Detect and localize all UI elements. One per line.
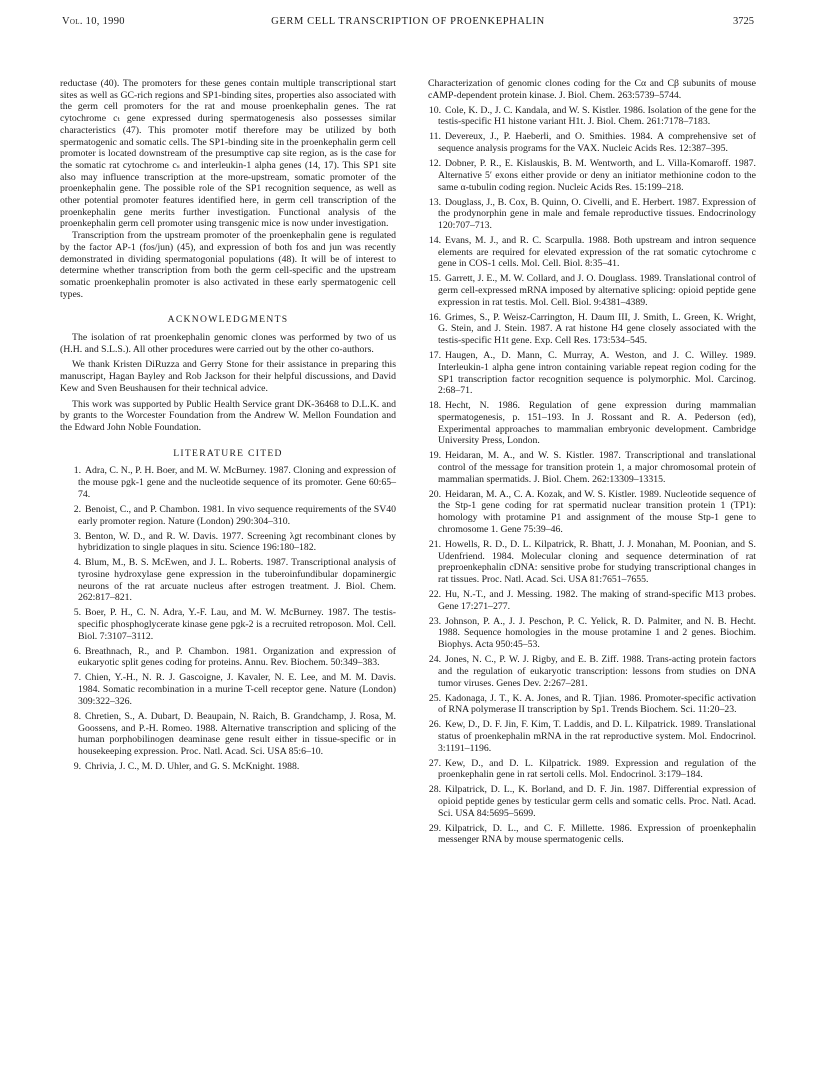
reference-item: 2. Benoist, C., and P. Chambon. 1981. In vivo sequence requirements of the SV40 early promoter region. Nature (London) 290:304–310. [73,503,396,527]
reference-item: 11. Devereux, J., P. Haeberli, and O. Smithies. 1984. A comprehensive set of sequence analysis programs for the VAX. Nucleic Acids Res. 12:387–395. [429,131,756,155]
reference-item: 23. Johnson, P. A., J. J. Peschon, P. C. Yelick, R. D. Palmiter, and N. B. Hecht. 1988. Sequence homologies in the mouse protamine 1 and 2 genes. Biochim. Biophys. Acta 950:45–53. [428,615,756,651]
volume-label: Vol. 10, 1990 [62,16,125,27]
reference-item: 16. Grimes, S., P. Weisz-Carrington, H. Daum III, J. Smith, L. Green, K. Wright, G. Stein, and J. Stein. 1987. A rat histone H4 gene closely associated with the testis-specific H1t gene. Exp. Cell Res. 173:534–545. [428,311,756,347]
reference-list [420,78,756,846]
reference-item: 13. Douglass, J., B. Cox, B. Quinn, O. Civelli, and E. Herbert. 1987. Expression of the prodynorphin gene in male and female reproductive tissues. Endocrinology 120:707–713. [428,196,756,231]
acknowledgment-paragraph: The isolation of rat proenkephalin genomic clones was performed by two of us (H.H. and S.L.S.). All other procedures were carried out by the other co-authors. [60,332,396,355]
reference-item: 17. Haugen, A., D. Mann, C. Murray, A. Weston, and J. C. Willey. 1989. Interleukin-1 alpha gene intron containing variable repeat region coding for the SP1 transcription factor recognition sequence is polymorphic. Mol. Carcinog. 2:68–71. [428,350,756,397]
discussion-paragraph: reductase (40). The promoters for these genes contain multiple transcriptional start sites as well as GC-rich regions and SP1-binding sites, properties also associated with the germ cell promoters for the rat and mouse proenkephalin genes. The rat cytochrome cₜ gene expressed during spermatogenesis also possesses similar characteristics (47). This promoter motif therefore may be utilized by both spermatogenic and somatic cells. The SP1-binding site in the proenkephalin germ cell promoter is located downstream of the presumptive cap site region, as is the case for the somatic rat cytochrome cₛ and interleukin-1 alpha genes (14, 17). This SP1 site also may influence transcription at the more-upstream, somatic promoter of the proenkephalin gene. The possible role of the SP1 recognition sequence, as well as other potential promoter features identified here, in germ cell transcription of the proenkephalin gene merits further investigation. Functional analysis of the proenkephalin germ cell promoter using transgenic mice is now under investigation. [60,78,396,230]
reference-item: 29. Kilpatrick, D. L., and C. F. Millette. 1986. Expression of proenkephalin messenger RNA by mouse spermatogenic cells. [428,822,756,846]
reference-item: 19. Heidaran, M. A., and W. S. Kistler. 1987. Transcriptional and translational control of the message for transition protein 1, a major chromosomal protein of mammalian spermatids. J. Biol. Chem. 262:13309–13315. [428,450,756,485]
acknowledgment-paragraph: We thank Kristen DiRuzza and Gerry Stone for their assistance in preparing this manuscript, Hagan Bayley and Rob Jackson for their helpful discussions, and David Kew and Sven Beushausen for their technical advice. [60,359,396,394]
reference-list [60,465,396,772]
right-column [420,78,756,849]
reference-item: 4. Blum, M., B. S. McEwen, and J. L. Roberts. 1987. Transcriptional analysis of tyrosine hydroxylase gene expression in the tuberoinfundibular dopaminergic neurons of the rat arcuate nucleus after estrogen treatment. J. Biol. Chem. 262:817–821. [73,557,396,604]
reference-item: 8. Chretien, S., A. Dubart, D. Beaupain, N. Raich, B. Grandchamp, J. Rosa, M. Goossens, and P.-H. Romeo. 1988. Alternative transcription and splicing of the human porphobilinogen deaminase gene result either in tissue-specific or in housekeeping expression. Proc. Natl. Acad. Sci. USA 85:6–10. [73,710,396,757]
reference-item: 1. Adra, C. N., P. H. Boer, and M. W. McBurney. 1987. Cloning and expression of the mouse pgk-1 gene and the nucleotide sequence of its promoter. Gene 60:65–74. [73,465,396,500]
acknowledgments-heading: ACKNOWLEDGMENTS [167,314,289,326]
running-header [62,16,754,32]
acknowledgment-paragraph: This work was supported by Public Health Service grant DK-36468 to D.L.K. and by grants to the Worcester Foundation from the Andrew W. Mellon Foundation and the Edward John Noble Foundation. [60,398,396,433]
reference-item: 25. Kadonaga, J. T., K. A. Jones, and R. Tjian. 1986. Promoter-specific activation of RNA polymerase II transcription by Sp1. Trends Biochem. Sci. 11:20–23. [428,692,756,716]
reference-item: 6. Breathnach, R., and P. Chambon. 1981. Organization and expression of eukaryotic split genes coding for proteins. Annu. Rev. Biochem. 50:349–383. [73,645,396,669]
discussion-paragraph: Transcription from the upstream promoter of the proenkephalin gene is regulated by the factor AP-1 (fos/jun) (45), and expression of both fos and jun was recently demonstrated in dividing spermatogonial populations (48). It will be of interest to determine whether transcription from both the germ cell-specific and the upstream somatic proenkephalin promoter is also activated in these early spermatogenic cell types. [60,230,396,300]
reference-item: 5. Boer, P. H., C. N. Adra, Y.-F. Lau, and M. W. McBurney. 1987. The testis-specific phosphoglycerate kinase gene pgk-2 is a recruited retroposon. Mol. Cell. Biol. 7:3107–3112. [73,607,396,642]
literature-cited-heading: LITERATURE CITED [173,447,283,459]
reference-item: 12. Dobner, P. R., E. Kislauskis, B. M. Wentworth, and L. Villa-Komaroff. 1987. Alternative 5′ exons either provide or deny an initiator methionine codon to the same α-tubulin coding region. Nucleic Acids Res. 15:199–218. [428,158,756,193]
reference-item: 26. Kew, D., D. F. Jin, F. Kim, T. Laddis, and D. L. Kilpatrick. 1989. Translational status of proenkephalin mRNA in the rat reproductive system. Mol. Endocrinol. 3:1191–1196. [428,719,756,754]
reference-item: 22. Hu, N.-T., and J. Messing. 1982. The making of strand-specific M13 probes. Gene 17:271–277. [428,588,756,612]
left-column [60,78,396,776]
reference-item: 7. Chien, Y.-H., N. R. J. Gascoigne, J. Kavaler, N. E. Lee, and M. M. Davis. 1984. Somatic recombination in a murine T-cell receptor gene. Nature (London) 309:322–326. [73,672,396,707]
reference-item: 14. Evans, M. J., and R. C. Scarpulla. 1988. Both upstream and intron sequence elements are required for elevated expression of the rat somatic cytochrome c gene in COS-1 cells. Mol. Cell. Biol. 8:35–41. [428,234,756,270]
reference-item: 28. Kilpatrick, D. L., K. Borland, and D. F. Jin. 1987. Differential expression of opioid peptide genes by testicular germ cells and somatic cells. Proc. Natl. Acad. Sci. USA 84:5695–5699. [428,784,756,819]
reference-item: 3. Benton, W. D., and R. W. Davis. 1977. Screening λgt recombinant clones by hybridization to single plaques in situ. Science 196:180–182. [73,530,396,554]
reference-item: 10. Cole, K. D., J. C. Kandala, and W. S. Kistler. 1986. Isolation of the gene for the testis-specific H1 histone variant H1t. J. Biol. Chem. 261:7178–7183. [428,104,756,128]
reference-item: 20. Heidaran, M. A., C. A. Kozak, and W. S. Kistler. 1989. Nucleotide sequence of the Stp-1 gene coding for rat spermatid nuclear transition protein 1 (TP1): homology with protamine P1 and assignment of the mouse Stp-1 gene to chromosome 1. Gene 75:39–46. [428,488,756,535]
reference-item: 24. Jones, N. C., P. W. J. Rigby, and E. B. Ziff. 1988. Trans-acting protein factors and the regulation of eukaryotic transcription: lessons from studies on DNA tumor viruses. Genes Dev. 2:267–281. [428,654,756,689]
reference-item: 18. Hecht, N. 1986. Regulation of gene expression during mammalian spermatogenesis, p. 151–193. In J. Rossant and R. A. Pederson (ed), Experimental approaches to mammalian embryonic development. Cambridge University Press, London. [428,400,756,447]
reference-continuation: Characterization of genomic clones coding for the Cα and Cβ subunits of mouse cAMP-dependent protein kinase. J. Biol. Chem. 263:5739–5744. [428,78,756,101]
reference-item: 21. Howells, R. D., D. L. Kilpatrick, R. Bhatt, J. J. Monahan, M. Poonian, and S. Udenfriend. 1984. Molecular cloning and sequence determination of rat preproenkephalin cDNA: sensitive probe for studying transcriptional changes in rat tissues. Proc. Natl. Acad. Sci. USA 81:7651–7655. [428,538,756,585]
page-number: 3725 [733,16,754,27]
reference-item: 9. Chrivia, J. C., M. D. Uhler, and G. S. McKnight. 1988. [73,760,300,772]
reference-item: 15. Garrett, J. E., M. W. Collard, and J. O. Douglass. 1989. Translational control of germ cell-expressed mRNA imposed by alternative splicing: opioid peptide gene expression in rat testis. Mol. Cell. Biol. 9:4381–4389. [428,273,756,308]
running-title: GERM CELL TRANSCRIPTION OF PROENKEPHALIN [271,16,545,27]
reference-item: 27. Kew, D., and D. L. Kilpatrick. 1989. Expression and regulation of the proenkephalin gene in rat sertoli cells. Mol. Endocrinol. 3:179–184. [428,757,756,781]
